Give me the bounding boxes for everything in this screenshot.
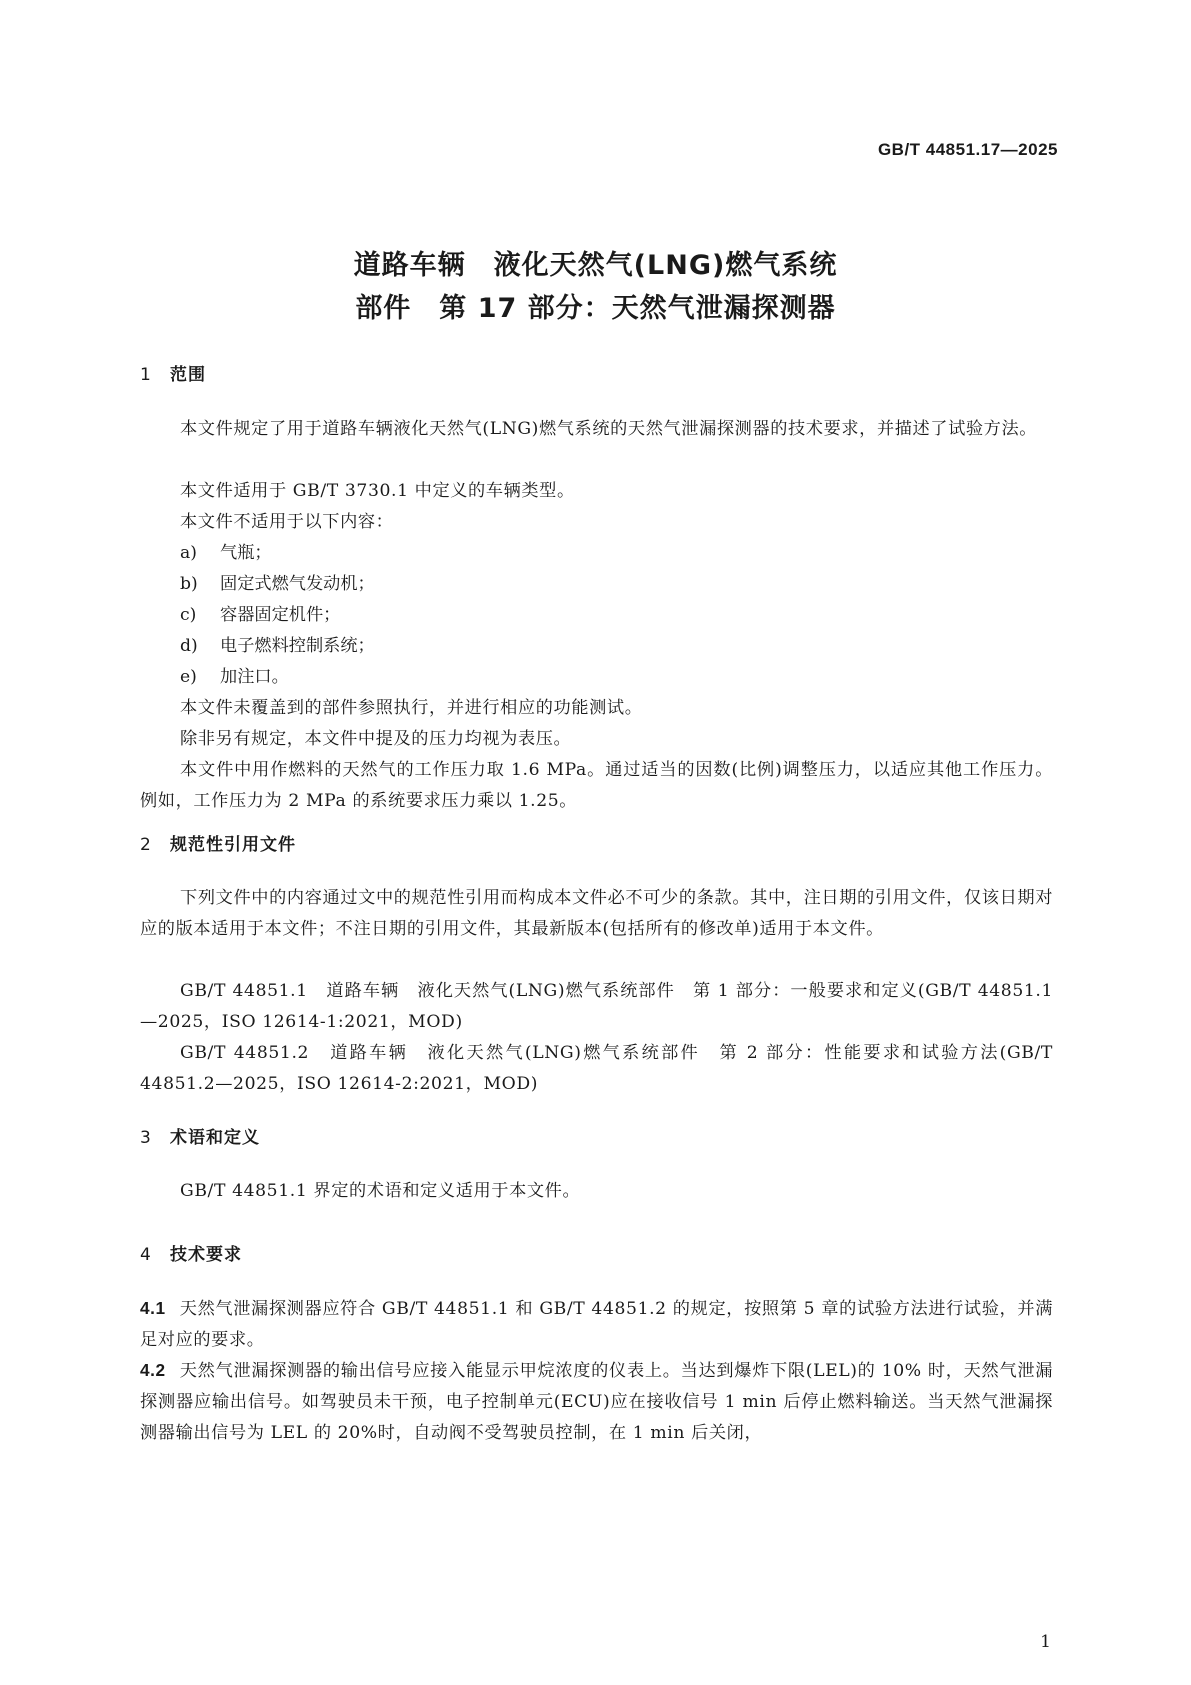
scope-paragraph-1: 本文件规定了用于道路车辆液化天然气(LNG)燃气系统的天然气泄漏探测器的技术要求，并描述了试验方法。: [180, 419, 1038, 439]
section-4-heading: [140, 1240, 242, 1265]
scope-paragraph-2: 本文件适用于 GB/T 3730.1 中定义的车辆类型。: [180, 481, 575, 501]
list-item: [180, 631, 375, 662]
scope-paragraph-5: 除非另有规定，本文件中提及的压力均视为表压。: [180, 729, 572, 749]
list-marker: c): [180, 605, 197, 625]
list-item: [180, 538, 272, 569]
section-title: 术语和定义: [170, 1128, 260, 1148]
list-text: 电子燃料控制系统；: [220, 636, 375, 656]
list-text: 固定式燃气发动机；: [220, 574, 375, 594]
normative-ref-1: GB/T 44851.1 道路车辆 液化天然气(LNG)燃气系统部件 第 1 部分：一般要求和定义(GB/T 44851.1—2025，ISO 12614-1:2021，MOD): [140, 981, 1053, 1032]
list-text: 气瓶；: [220, 543, 272, 563]
normative-ref-2: GB/T 44851.2 道路车辆 液化天然气(LNG)燃气系统部件 第 2 部分：性能要求和试验方法(GB/T 44851.2—2025，ISO 12614-2:2021，MOD): [140, 1043, 1053, 1094]
clause-4-1: [140, 1293, 1053, 1356]
list-marker: b): [180, 574, 198, 594]
normative-refs-intro: 下列文件中的内容通过文中的规范性引用而构成本文件必不可少的条款。其中，注日期的引用文件，仅该日期对应的版本适用于本文件；不注日期的引用文件，其最新版本(包括所有的修改单)适用于本文件。: [140, 888, 1053, 939]
scope-paragraph-6: 本文件中用作燃料的天然气的工作压力取 1.6 MPa。通过适当的因数(比例)调整压力，以适应其他工作压力。例如，工作压力为 2 MPa 的系统要求压力乘以 1.25。: [140, 760, 1053, 811]
clause-text: 天然气泄漏探测器的输出信号应接入能显示甲烷浓度的仪表上。当达到爆炸下限(LEL)的 10% 时，天然气泄漏探测器应输出信号。如驾驶员未干预，电子控制单元(ECU)应在接收信号 1 min 后停止燃料输送。当天然气泄漏探测器输出信号为 LEL 的 20%时，自动阀不受驾驶员控制，在 1 min 后关闭，: [140, 1361, 1053, 1443]
page-number: 1: [1040, 1632, 1051, 1652]
document-title-line1: 道路车辆 液化天然气(LNG)燃气系统: [353, 250, 838, 281]
scope-paragraph-4: 本文件未覆盖到的部件参照执行，并进行相应的功能测试。: [180, 698, 643, 718]
list-marker: a): [180, 543, 197, 563]
section-2-heading: [140, 830, 296, 855]
section-3-heading: [140, 1123, 260, 1148]
document-title-line2: 部件 第 17 部分：天然气泄漏探测器: [355, 293, 836, 324]
clause-text: 天然气泄漏探测器应符合 GB/T 44851.1 和 GB/T 44851.2 的规定，按照第 5 章的试验方法进行试验，并满足对应的要求。: [140, 1299, 1053, 1350]
list-item: [180, 569, 375, 600]
section-title: 技术要求: [170, 1245, 242, 1265]
section-title: 规范性引用文件: [170, 835, 296, 855]
terms-paragraph: GB/T 44851.1 界定的术语和定义适用于本文件。: [180, 1181, 581, 1201]
list-item: [180, 600, 340, 631]
section-1-heading: [140, 360, 206, 385]
clause-4-2: [140, 1355, 1053, 1449]
list-text: 加注口。: [220, 667, 289, 687]
section-number: 4: [140, 1245, 152, 1265]
clause-number: 4.2: [140, 1360, 166, 1380]
scope-paragraph-3: 本文件不适用于以下内容：: [180, 512, 394, 532]
list-marker: e): [180, 667, 197, 687]
section-number: 1: [140, 365, 152, 385]
list-marker: d): [180, 636, 198, 656]
list-item: [180, 662, 289, 693]
section-number: 2: [140, 835, 152, 855]
standard-code: GB/T 44851.17—2025: [877, 140, 1058, 159]
list-text: 容器固定机件；: [220, 605, 341, 625]
clause-number: 4.1: [140, 1298, 166, 1318]
section-title: 范围: [170, 365, 206, 385]
section-number: 3: [140, 1128, 152, 1148]
